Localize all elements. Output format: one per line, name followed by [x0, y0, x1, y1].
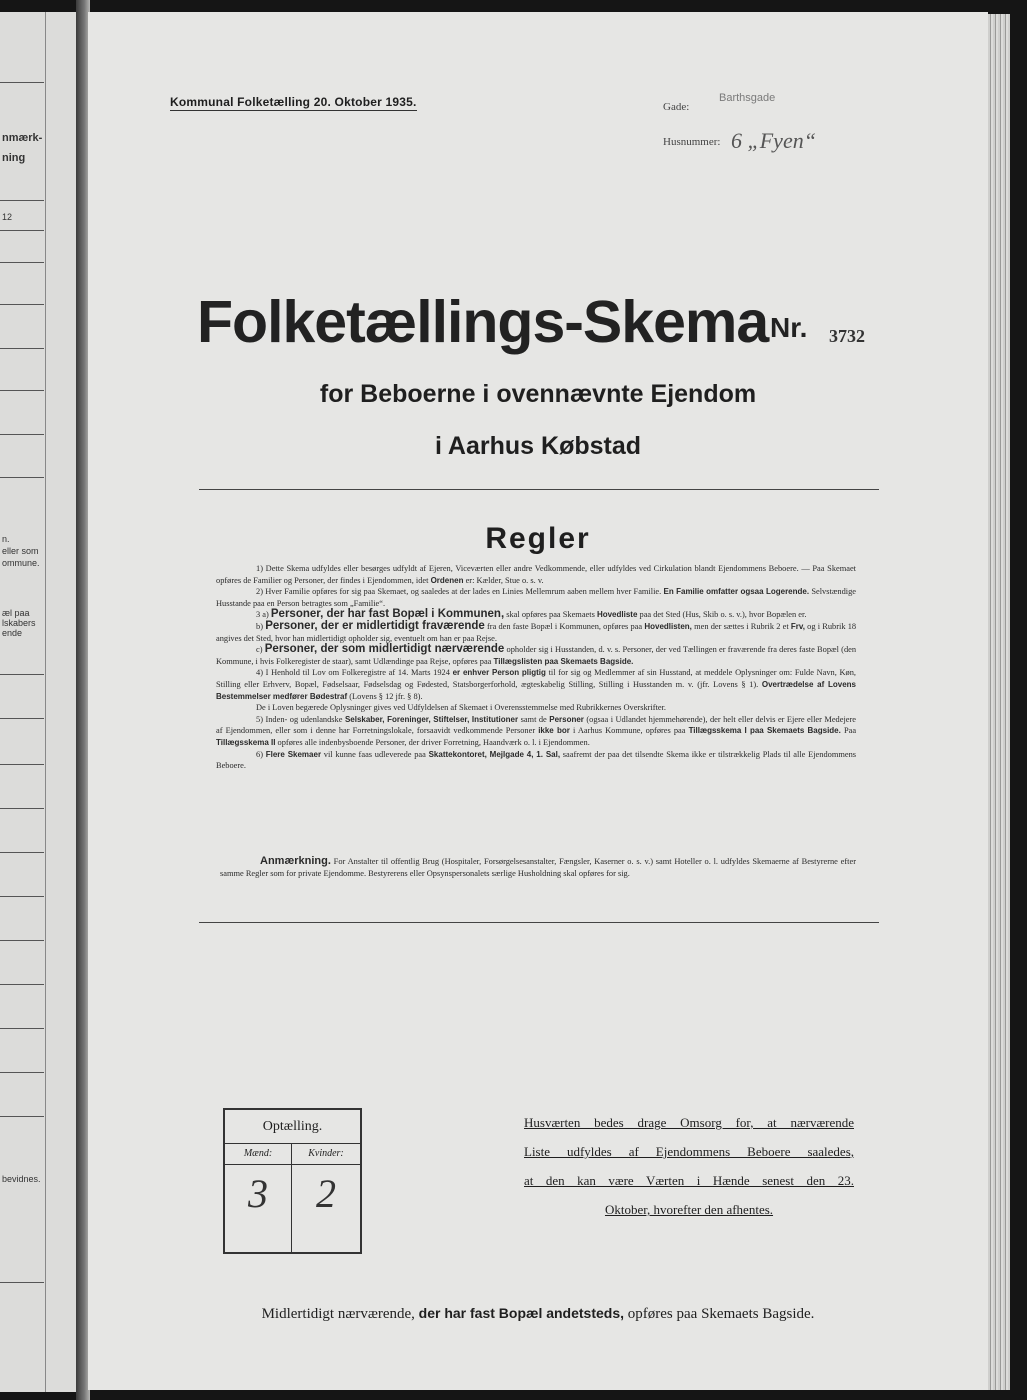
women-label: Kvinder: — [292, 1144, 360, 1165]
census-heading: Kommunal Folketælling 20. Oktober 1935. — [170, 95, 417, 109]
rule-4: 4) I Henhold til Lov om Folkeregistre af 14. Marts 1924 er enhver Person pligtig til for sig og Medlemmer af sin Husstand, at meddele Oplysninger om: Fulde Navn, Køn, Stilling eller Erhverv, Bopæl, Fødselsaar, Fødselsdag og Fødested, Statsborgerforhold, ægteskabelig Stilling, Stilling i Husstanden m. v. (jfr. Lovens § 1). Overtrædelse af Lovens Bestemmelser medfører Bødestraf (Lovens § 12 jfr. § 8). — [216, 668, 857, 701]
left-rule — [0, 1282, 44, 1283]
women-column — [292, 1144, 360, 1252]
left-rule — [0, 674, 44, 675]
left-fragment-text: ommune. — [2, 558, 40, 568]
rule-6: 6) Flere Skemaer vil kunne faas udleverede paa Skattekontoret, Mejlgade 4, 1. Sal, saafremt der paa det tilsendte Skema ikke er tilstrækkelig Plads til alle Ejendommens Beboere. — [216, 749, 857, 771]
left-rule — [0, 984, 44, 985]
left-rule — [0, 1116, 44, 1117]
form-subtitle: for Beboerne i ovennævnte Ejendom — [319, 380, 757, 408]
men-label: Mænd: — [225, 1144, 291, 1165]
left-page-margin-line — [45, 12, 46, 1392]
left-rule — [0, 230, 44, 231]
left-rule — [0, 808, 44, 809]
remark — [220, 856, 856, 879]
rules-heading: Regler — [485, 522, 591, 555]
form-number-label: Nr. — [770, 312, 808, 343]
left-fragment-text: eller som — [2, 546, 39, 556]
left-fragment-text: lskabers — [2, 618, 36, 628]
form-number-value: 3732 — [829, 326, 865, 346]
left-rule — [0, 718, 44, 719]
host-notice-line: Husværten bedes drage Omsorg for, at nærværende — [524, 1115, 854, 1130]
remark-text: For Anstalter til offentlig Brug (Hospitaler, Forsørgelsesanstalter, Fængsler, Kaserner o. s. v.) samt Hoteller o. l. udfyldes Skemaerne af Bestyrerne efter samme Regler som for private Ejendomme. Bestyrerens eller Opsynspersonalets særlige Husholdning skal opføres for sig. — [220, 857, 856, 878]
left-rule — [0, 896, 44, 897]
left-fragment-text: ende — [2, 628, 23, 638]
left-fragment-text: nmærk- — [2, 132, 43, 144]
house-number-label: Husnummer: — [663, 136, 721, 148]
rule-3b: b) Personer, der er midlertidigt fraværende fra den faste Bopæl i Kommunen, opføres paa Hovedlisten, men der sættes i Rubrik 2 et Frv, og i Rubrik 18 angives det Sted, hvor han midlertidigt opholder sig, eventuelt om han er paa Rejse. — [216, 619, 857, 643]
left-rule — [0, 1028, 44, 1029]
host-notice-line: Oktober, hvorefter den afhentes. — [604, 1202, 774, 1217]
host-notice-line: at den kan være Værten i Hænde senest den 23. — [524, 1173, 854, 1188]
left-rule — [0, 262, 44, 263]
rule-1: 1) Dette Skema udfyldes eller besørges udfyldt af Ejeren, Viceværten eller andre Vedkommende, eller udfyldes ved Cirkulation blandt Ejendommens Beboere. — Paa Skemaet opføres de Familier og Personer, der findes i Ejendommen, idet Ordenen er: Kælder, Stue o. s. v. — [216, 564, 856, 585]
divider — [199, 489, 879, 490]
left-rule — [0, 304, 44, 305]
street-value: Barthsgade — [719, 92, 776, 104]
rule-3c: c) Personer, der som midlertidigt nærværende opholder sig i Husstanden, d. v. s. Personer, der ved Tællingen er fraværende fra deres faste Bopæl (den Kommune, i hvis Folkeregister de staar), samt Udlændinge paa Rejse, opføres paa Tillægslisten paa Skemaets Bagside. — [216, 643, 857, 666]
rules-text — [216, 563, 856, 772]
left-rule — [0, 82, 44, 83]
left-rule — [0, 434, 44, 435]
left-fragment-text: n. — [2, 534, 10, 544]
left-rule — [0, 852, 44, 853]
left-fragment-text: 12 — [2, 212, 13, 222]
count-title: Optælling. — [225, 1110, 360, 1144]
divider — [199, 922, 879, 923]
remark-label: Anmærkning. — [260, 855, 331, 867]
men-count: 3 — [248, 1171, 268, 1216]
rule-4-extra: De i Loven begærede Oplysninger gives ved Udfyldelsen af Skemaet i Overensstemmelse med Rubrikkernes Overskrifter. — [256, 703, 667, 713]
left-rule — [0, 940, 44, 941]
house-number-value: 6 „Fyen“ — [731, 128, 816, 153]
left-rule — [0, 348, 44, 349]
men-column — [225, 1144, 292, 1252]
left-page-fragment — [0, 12, 78, 1392]
footer-note: Midlertidigt nærværende, der har fast Bopæl andetsteds, opføres paa Skemaets Bagside. — [261, 1305, 815, 1322]
left-fragment-text: ning — [2, 152, 26, 164]
form-title: Folketællings-Skema — [197, 289, 769, 355]
page-edges — [988, 14, 1010, 1390]
form-location: i Aarhus Købstad — [434, 432, 642, 460]
left-fragment-text: æl paa — [2, 608, 30, 618]
rule-3a: 3 a) Personer, der har fast Bopæl i Kommunen, skal opføres paa Skemaets Hovedliste paa det Sted (Hus, Skib o. s. v.), hvor Bopælen er. — [256, 608, 807, 621]
left-rule — [0, 390, 44, 391]
host-notice — [524, 1108, 854, 1224]
left-fragment-text: bevidnes. — [2, 1174, 41, 1184]
host-notice-line: Liste udfyldes af Ejendommens Beboere saaledes, — [524, 1144, 854, 1159]
rule-5: 5) Inden- og udenlandske Selskaber, Foreninger, Stiftelser, Institutioner samt de Personer (ogsaa i Udlandet hjemmehørende), der helt eller delvis er Ejere eller Medejere af Ejendommen, eller som i denne har Forretningslokale, forsaavidt vedkommende Personer ikke bor i Aarhus Kommune, opføres paa Tillægsskema I paa Skemaets Bagside. Paa Tillægsskema II opføres alle indenbysboende Personer, der driver Forretning, Haandværk o. l. i Ejendommen. — [216, 714, 857, 747]
count-box — [223, 1108, 362, 1254]
street-label: Gade: — [663, 101, 690, 113]
census-form-page — [88, 12, 988, 1390]
left-rule — [0, 477, 44, 478]
left-rule — [0, 1072, 44, 1073]
left-rule — [0, 200, 44, 201]
women-count: 2 — [316, 1171, 336, 1216]
left-rule — [0, 764, 44, 765]
rule-2: 2) Hver Familie opføres for sig paa Skemaet, og saaledes at der lades en Linies Mellemrum aaben mellem hver Familie. En Familie omfatter ogsaa Logerende. Selvstændige Husstande paa en Person betragtes som „Familie“. — [216, 587, 857, 608]
